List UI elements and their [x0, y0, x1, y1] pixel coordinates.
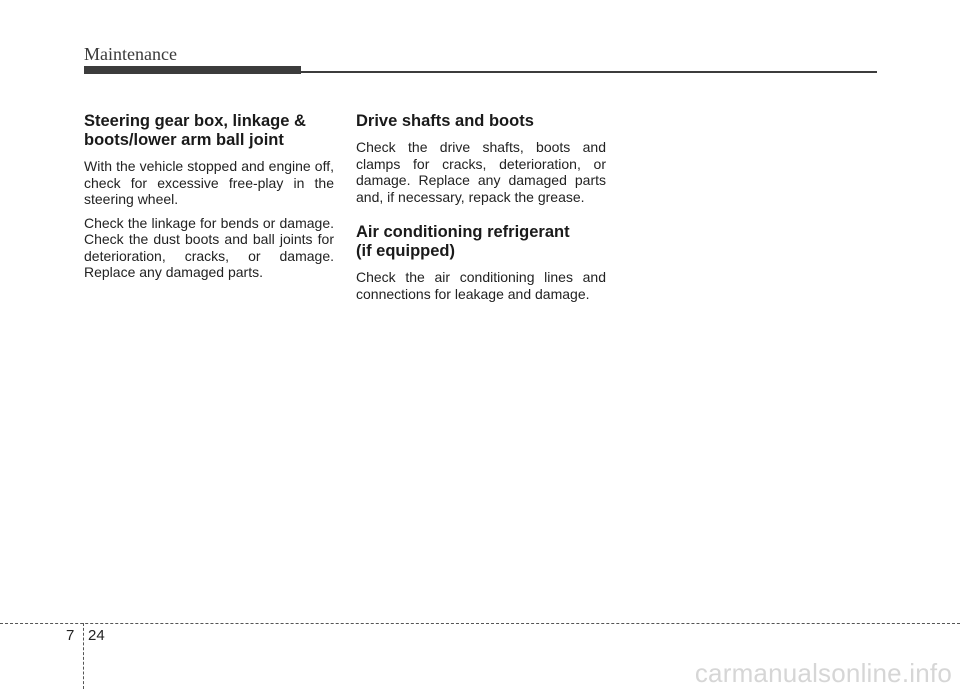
ac-refrigerant-paragraph: Check the air conditioning lines and connections for leakage and damage.: [356, 269, 606, 302]
header-title: Maintenance: [84, 44, 177, 64]
right-column: [356, 112, 606, 309]
watermark: carmanualsonline.info: [694, 658, 952, 688]
header-rule: [301, 71, 877, 73]
chapter-number: 7: [66, 627, 75, 644]
footer-vertical-divider: [83, 623, 84, 689]
header-bar: [84, 66, 301, 74]
drive-shafts-paragraph: Check the drive shafts, boots and clamps for cracks, deterioration, or damage. Replace any damaged parts and, if necessary, repack the grease.: [356, 139, 606, 205]
ac-refrigerant-heading: Air conditioning refrigerant (if equipped): [356, 223, 570, 260]
steering-heading: Steering gear box, linkage & boots/lower arm ball joint: [84, 112, 306, 149]
drive-shafts-heading: Drive shafts and boots: [356, 112, 534, 130]
footer-divider: [0, 623, 960, 624]
page-number: 24: [88, 627, 105, 644]
steering-paragraph-1: With the vehicle stopped and engine off, check for excessive free-play in the steering wheel.: [84, 158, 334, 207]
steering-paragraph-2: Check the linkage for bends or damage. Check the dust boots and ball joints for deterioration, cracks, or damage. Replace any damaged parts.: [84, 214, 334, 280]
left-column: [84, 112, 334, 288]
